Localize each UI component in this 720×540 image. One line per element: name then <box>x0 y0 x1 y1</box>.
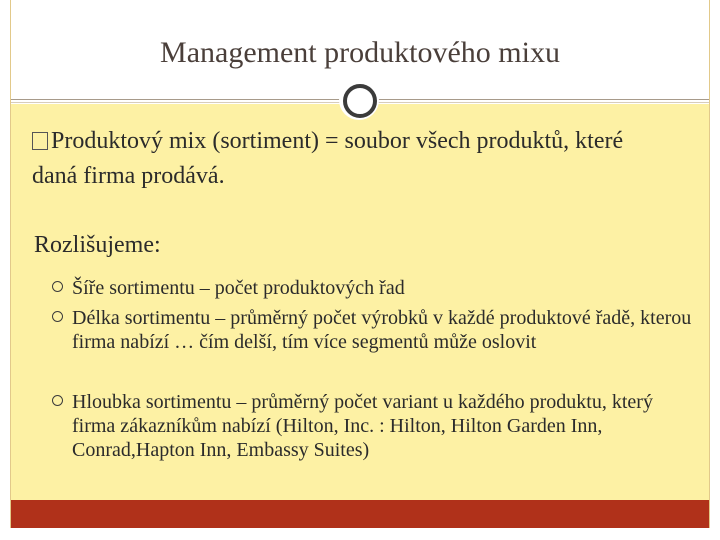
list-item <box>52 276 692 300</box>
list-item-text: Šíře sortimentu – počet produktových řad <box>72 277 405 299</box>
circle-ring-icon <box>343 84 377 118</box>
section-heading: Rozlišujeme: <box>34 232 161 258</box>
bottom-bar <box>11 500 709 528</box>
circle-bullet-icon <box>52 281 63 292</box>
circle-bullet-icon <box>52 395 63 406</box>
list-item-text: Hloubka sortimentu – průměrný počet variant u každého produktu, který firma zákazníkům nabízí (Hilton, Inc. : Hilton, Hilton Garden Inn, Conrad,Hapton Inn, Embassy Suites) <box>72 391 653 461</box>
slide-title: Management produktového mixu <box>160 36 560 69</box>
list-item <box>52 390 692 462</box>
main-point <box>32 124 672 194</box>
missing-glyph-icon <box>32 132 48 150</box>
circle-ornament-icon <box>339 80 379 120</box>
circle-bullet-icon <box>52 311 63 322</box>
list-item <box>52 306 692 354</box>
list-item-text: Délka sortimentu – průměrný počet výrobků v každé produktové řadě, kterou firma nabízí … čím delší, tím více segmentů může oslovit <box>72 307 692 353</box>
main-point-text: Produktový mix (sortiment) = soubor všech produktů, které daná firma prodává. <box>32 128 624 189</box>
